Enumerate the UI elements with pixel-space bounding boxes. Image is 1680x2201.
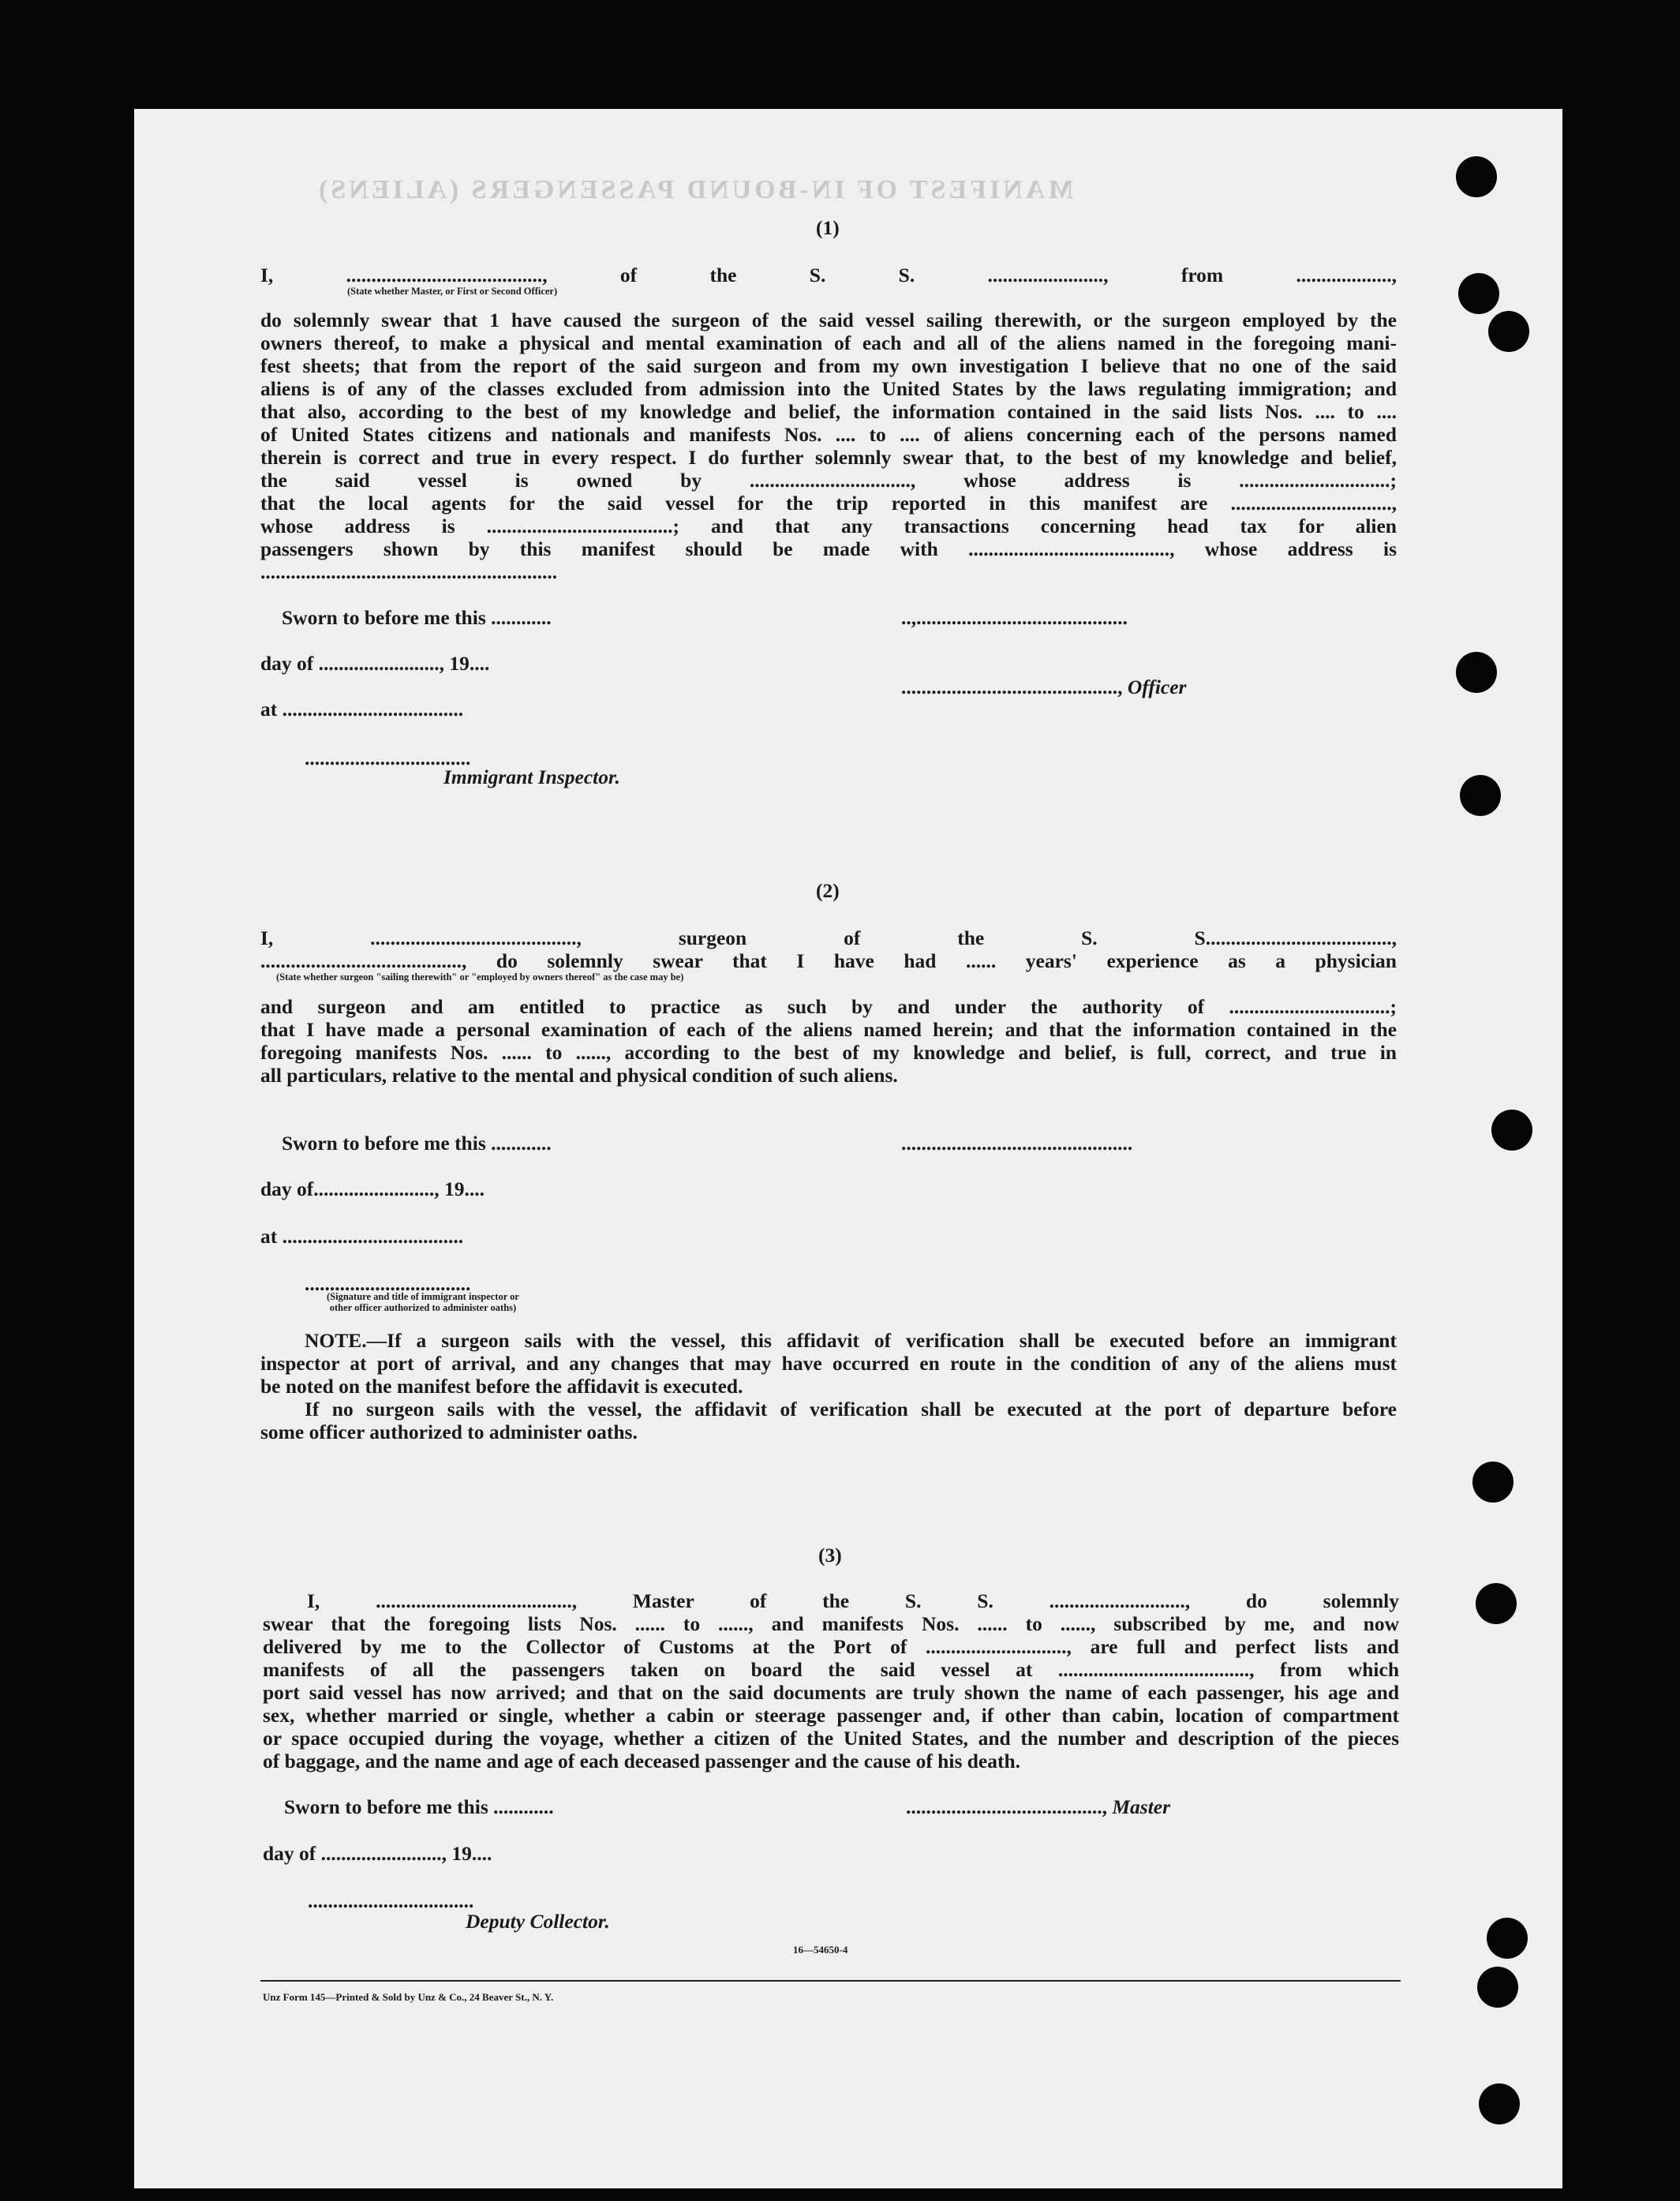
- sworn-line: Sworn to before me this ............: [282, 1132, 552, 1155]
- section-1-caption: (State whether Master, or First or Second Officer): [347, 286, 558, 297]
- section-1-paragraph: do solemnly swear that 1 have caused the surgeon of the said vessel sailing therewith, or the surgeon employed by the owners thereof, to make a physical and mental examination of each and all of the aliens named in the foregoing mani- fest sheets; that from the report of the said surgeon and from my own investigation I believe that no one of the said aliens is of any of the classes excluded from admission into the United States by the laws regulating immigration; and that also, according to the best of my knowledge and belief, the information contained in the said lists Nos. .... to .... of United States citizens and nationals and manifests Nos. .... to .... of aliens concerning each of the persons named therein is correct and true in every respect. I do further solemnly swear that, to the best of my knowledge and belief, the said vessel is owned by ................................, whose address is ..............................; that the local agents for the said vessel for the trip reported in this manifest are ................................, whose address is .....................................; and that any transactions concerning head tax for alien passengers shown by this manifest should be made with ........................................, whose address is ...........................................................: [260, 309, 1397, 583]
- day-of-line: day of ........................, 19....: [263, 1842, 492, 1865]
- immigrant-inspector-label: Immigrant Inspector.: [443, 765, 620, 788]
- footer-rule: [260, 1980, 1401, 1982]
- inspector-signature-dots: .................................: [305, 747, 471, 769]
- ghost-heading: MANIFEST OF IN-BOUND PASSENGERS (ALIENS): [316, 175, 1074, 204]
- punch-hole: [1460, 775, 1501, 816]
- section-2-caption: (State whether surgeon "sailing therewith" or "employed by owners thereof" as the case may be): [276, 971, 684, 983]
- section-3-paragraph: I, ......................................., Master of the S. S. ..........................., do solemnly swear that the foregoing lists Nos. ...... to ......, and manifests Nos. ...... to ......, subscribed by me, and now delivered by me to the Collector of Customs at the Port of ............................, are full and perfect lists and manifests of all the passengers taken on board the said vessel at ......................................, from which port said vessel has now arrived; and that on the said documents are truly shown the name of each passenger, his age and sex, whether married or single, whether a cabin or steerage passenger and, if other than cabin, location of compartment or space occupied during the voyage, whether a citizen of the United States, and the number and description of the pieces of baggage, and the name and age of each deceased passenger and the cause of his death.: [263, 1589, 1399, 1772]
- punch-hole: [1456, 652, 1497, 693]
- punch-hole: [1458, 273, 1499, 314]
- signature-caption: (Signature and title of immigrant inspector or other officer authorized to administer oaths): [327, 1291, 519, 1313]
- section-2-oath-line-2: ........................................, do solemnly swear that I have had ...... years' experience as a physician: [260, 949, 1397, 972]
- at-line: at ....................................: [260, 1225, 464, 1248]
- section-2-oath-line-1: I, ........................................., surgeon of the S. S.....................................,: [260, 926, 1397, 949]
- officer-signature-line: ..........................................., Officer: [901, 676, 1187, 698]
- section-2-number: (2): [816, 879, 840, 902]
- sworn-line: Sworn to before me this ............: [282, 606, 552, 629]
- form-code: 16—54650-4: [793, 1944, 848, 1956]
- punch-hole: [1479, 2083, 1520, 2124]
- punch-hole: [1477, 1967, 1518, 2008]
- punch-hole: [1491, 1110, 1532, 1151]
- section-3-number: (3): [818, 1544, 842, 1567]
- punch-hole: [1487, 1918, 1528, 1959]
- punch-hole: [1476, 1583, 1517, 1624]
- day-of-line: day of........................, 19....: [260, 1177, 485, 1200]
- sworn-line: Sworn to before me this ............: [284, 1795, 554, 1818]
- punch-hole: [1488, 311, 1529, 352]
- section-2-paragraph: and surgeon and am entitled to practice as such by and under the authority of ................................; that I have made a personal examination of each of the aliens named herein; and that the information contained in the foregoing manifests Nos. ...... to ......, according to the best of my knowledge and belief, is full, correct, and true in all particulars, relative to the mental and physical condition of such aliens.: [260, 995, 1397, 1087]
- section-1-number: (1): [816, 216, 840, 239]
- printer-footer: Unz Form 145—Printed & Sold by Unz & Co., 24 Beaver St., N. Y.: [263, 1991, 554, 2003]
- day-of-line: day of ........................, 19....: [260, 652, 490, 675]
- signature-dots-right: ..............................................: [901, 1132, 1133, 1155]
- master-signature-line: ......................................., Master: [906, 1795, 1171, 1818]
- punch-hole: [1472, 1462, 1513, 1503]
- at-line: at ....................................: [260, 698, 464, 721]
- signature-dots-right: ..,..........................................: [901, 606, 1128, 629]
- section-1-oath-line: I, ......................................., of the S. S. ......................., from ...................,: [260, 264, 1397, 286]
- punch-hole: [1456, 156, 1497, 197]
- note-paragraph: NOTE.—If a surgeon sails with the vessel, this affidavit of verification shall be executed before an immigrant inspector at port of arrival, and any changes that may have occurred en route in the condition of any of the aliens must be noted on the manifest before the affidavit is executed. If no surgeon sails with the vessel, the affidavit of verification shall be executed at the port of departure before some officer authorized to administer oaths.: [260, 1329, 1397, 1443]
- deputy-collector-label: Deputy Collector.: [466, 1910, 610, 1933]
- collector-signature-dots: .................................: [308, 1889, 474, 1912]
- official-signature-dots: .................................: [305, 1272, 471, 1295]
